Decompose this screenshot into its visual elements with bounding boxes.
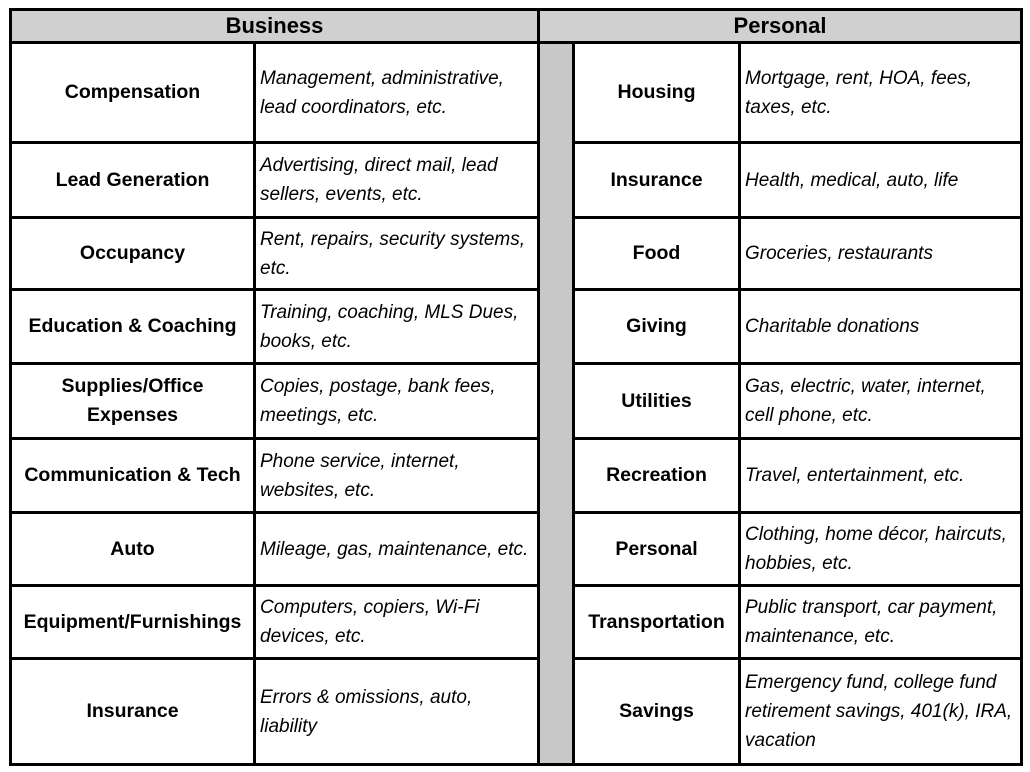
business-examples: Computers, copiers, Wi-Fi devices, etc. [256,587,537,657]
personal-header: Personal [540,11,1020,41]
personal-category: Transportation [575,587,738,657]
business-header: Business [12,11,537,41]
personal-examples: Gas, electric, water, internet, cell phone, etc. [741,365,1020,437]
personal-category: Recreation [575,440,738,511]
table-row [12,144,1020,216]
business-category: Supplies/Office Expenses [12,365,253,437]
business-category: Occupancy [12,219,253,288]
business-category: Communication & Tech [12,440,253,511]
table-row [12,219,1020,288]
business-examples: Management, administrative, lead coordinators, etc. [256,44,537,141]
personal-category: Giving [575,291,738,362]
personal-examples: Public transport, car payment, maintenance, etc. [741,587,1020,657]
business-examples: Copies, postage, bank fees, meetings, etc. [256,365,537,437]
personal-category: Insurance [575,144,738,216]
business-examples: Mileage, gas, maintenance, etc. [256,514,537,584]
business-examples: Training, coaching, MLS Dues, books, etc. [256,291,537,362]
personal-category: Personal [575,514,738,584]
table-row [12,365,1020,437]
business-examples: Advertising, direct mail, lead sellers, events, etc. [256,144,537,216]
business-examples: Errors & omissions, auto, liability [256,660,537,763]
business-category: Lead Generation [12,144,253,216]
business-category: Insurance [12,660,253,763]
personal-examples: Emergency fund, college fund retirement savings, 401(k), IRA, vacation [741,660,1020,763]
personal-category: Savings [575,660,738,763]
personal-examples: Travel, entertainment, etc. [741,440,1020,511]
business-category: Auto [12,514,253,584]
personal-category: Utilities [575,365,738,437]
personal-category: Food [575,219,738,288]
table-row [12,660,1020,763]
personal-examples: Clothing, home décor, haircuts, hobbies, etc. [741,514,1020,584]
table-row [12,587,1020,657]
personal-examples: Charitable donations [741,291,1020,362]
table-row [12,291,1020,362]
table-row [12,440,1020,511]
business-examples: Phone service, internet, websites, etc. [256,440,537,511]
personal-examples: Health, medical, auto, life [741,144,1020,216]
expense-categories-table [9,8,1023,766]
business-category: Education & Coaching [12,291,253,362]
personal-examples: Groceries, restaurants [741,219,1020,288]
personal-examples: Mortgage, rent, HOA, fees, taxes, etc. [741,44,1020,141]
personal-category: Housing [575,44,738,141]
table-row [12,514,1020,584]
table-row [12,44,1020,141]
business-category: Equipment/Furnishings [12,587,253,657]
business-category: Compensation [12,44,253,141]
business-examples: Rent, repairs, security systems, etc. [256,219,537,288]
